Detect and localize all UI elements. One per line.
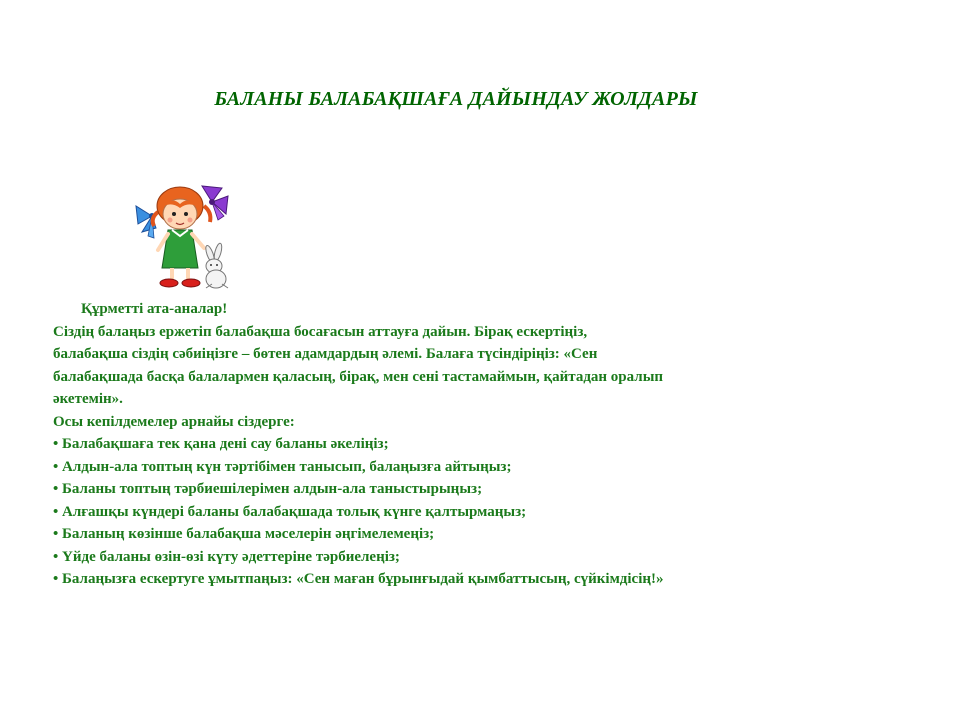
greeting: Құрметті ата-аналар! [81,301,228,317]
paragraph-line: балабақшада басқа балалармен қаласың, бірақ, мен сені тастамаймын, қайтадан оралып [53,368,664,385]
bullet-item: • Алдын-ала топтың күн тәртібімен танысып, балаңызға айтыңыз; [53,458,512,475]
girl-with-bows-and-bunny-icon [128,176,238,292]
bullet-item: • Балабақшаға тек қана дені сау баланы әкеліңіз; [53,436,389,452]
paragraph-line: әкетемін». [53,391,123,407]
paragraph-line: балабақша сіздің сәбиіңізге – бөтен адамдардың әлемі. Балаға түсіндіріңіз: «Сен [53,346,598,362]
bullet-item: • Балаңызға ескертуге ұмытпаңыз: «Сен маған бұрынғыдай қымбаттысың, сүйкімдісің!» [53,571,664,587]
bullet-item: • Алғашқы күндері баланы балабақшада толық күнге қалтырмаңыз; [53,503,527,520]
purple-bow [202,186,228,220]
bullet-item: • Баланы топтың тәрбиешілерімен алдын-ала таныстырыңыз; [53,481,483,497]
bunny-toy [204,243,228,288]
page-title: БАЛАНЫ БАЛАБАҚШАҒА ДАЙЫНДАУ ЖОЛДАРЫ [214,88,698,110]
document-body [53,298,853,591]
bullet-item: • Үйде баланы өзін-өзі күту әдеттеріне тәрбиелеңіз; [53,548,400,565]
paragraph-line: Осы кепілдемелер арнайы сіздерге: [53,413,295,430]
paragraph-line: Сіздің балаңыз ержетіп балабақша босағасын аттауға дайын. Бірақ ескертіңіз, [53,323,588,340]
bullet-item: • Баланың көзінше балабақша мәселерін әңгімелемеңіз; [53,526,435,542]
